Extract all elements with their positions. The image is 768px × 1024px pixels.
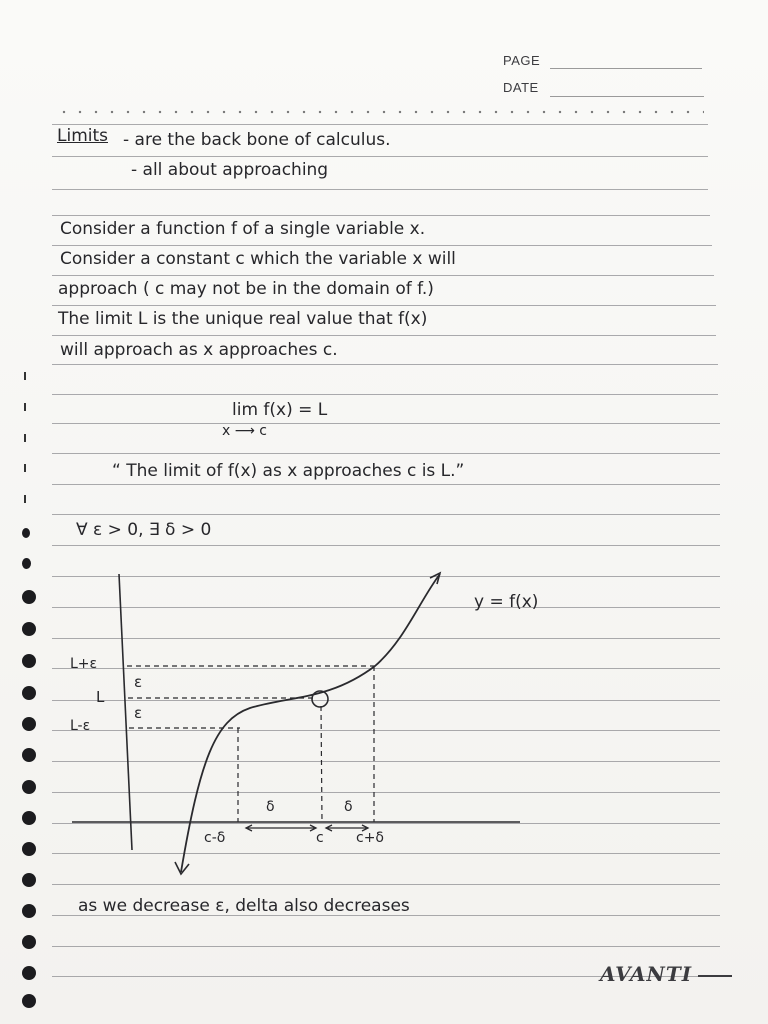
closing-note: as we decrease ε, delta also decreases xyxy=(78,896,410,916)
y-label-upper: L+ε xyxy=(70,656,98,672)
y-axis xyxy=(119,574,132,850)
epsilon-delta-quantifier: ∀ ε > 0, ∃ δ > 0 xyxy=(76,520,212,540)
y-label-lower: L-ε xyxy=(70,718,91,734)
paragraph-line-5: will approach as x approaches c. xyxy=(60,340,338,360)
heading-limits: Limits xyxy=(57,126,108,146)
limit-formula: lim f(x) = L xyxy=(232,400,328,420)
x-label-c-minus-delta: c-δ xyxy=(204,830,226,846)
x-label-c-plus-delta: c+δ xyxy=(356,830,384,846)
page-label: PAGE xyxy=(503,53,541,68)
epsilon-label-lower: ε xyxy=(134,704,143,722)
limit-quote: “ The limit of f(x) as x approaches c is L.” xyxy=(112,461,465,481)
definition-line-1: - are the back bone of calculus. xyxy=(123,130,391,150)
x-label-c: c xyxy=(316,830,324,846)
brand-logo-tail xyxy=(698,975,732,977)
paragraph-line-2: Consider a constant c which the variable x will xyxy=(60,249,456,269)
paragraph-line-1: Consider a function f of a single variable x. xyxy=(60,219,426,239)
y-label-limit: L xyxy=(96,688,105,706)
date-label: DATE xyxy=(503,80,539,95)
delta-arrows xyxy=(246,825,368,831)
limit-subscript: x ⟶ c xyxy=(222,423,267,439)
curve-label: y = f(x) xyxy=(474,592,539,612)
definition-line-2: - all about approaching xyxy=(131,160,329,180)
delta-label-right: δ xyxy=(344,799,353,815)
brand-logo: AVANTI xyxy=(600,962,693,986)
guide-lines xyxy=(127,666,375,822)
function-curve xyxy=(181,574,440,872)
paragraph-line-3: approach ( c may not be in the domain of f.) xyxy=(58,279,434,299)
epsilon-label-upper: ε xyxy=(134,673,143,691)
paragraph-line-4: The limit L is the unique real value that f(x) xyxy=(58,309,428,329)
delta-label-left: δ xyxy=(266,799,275,815)
